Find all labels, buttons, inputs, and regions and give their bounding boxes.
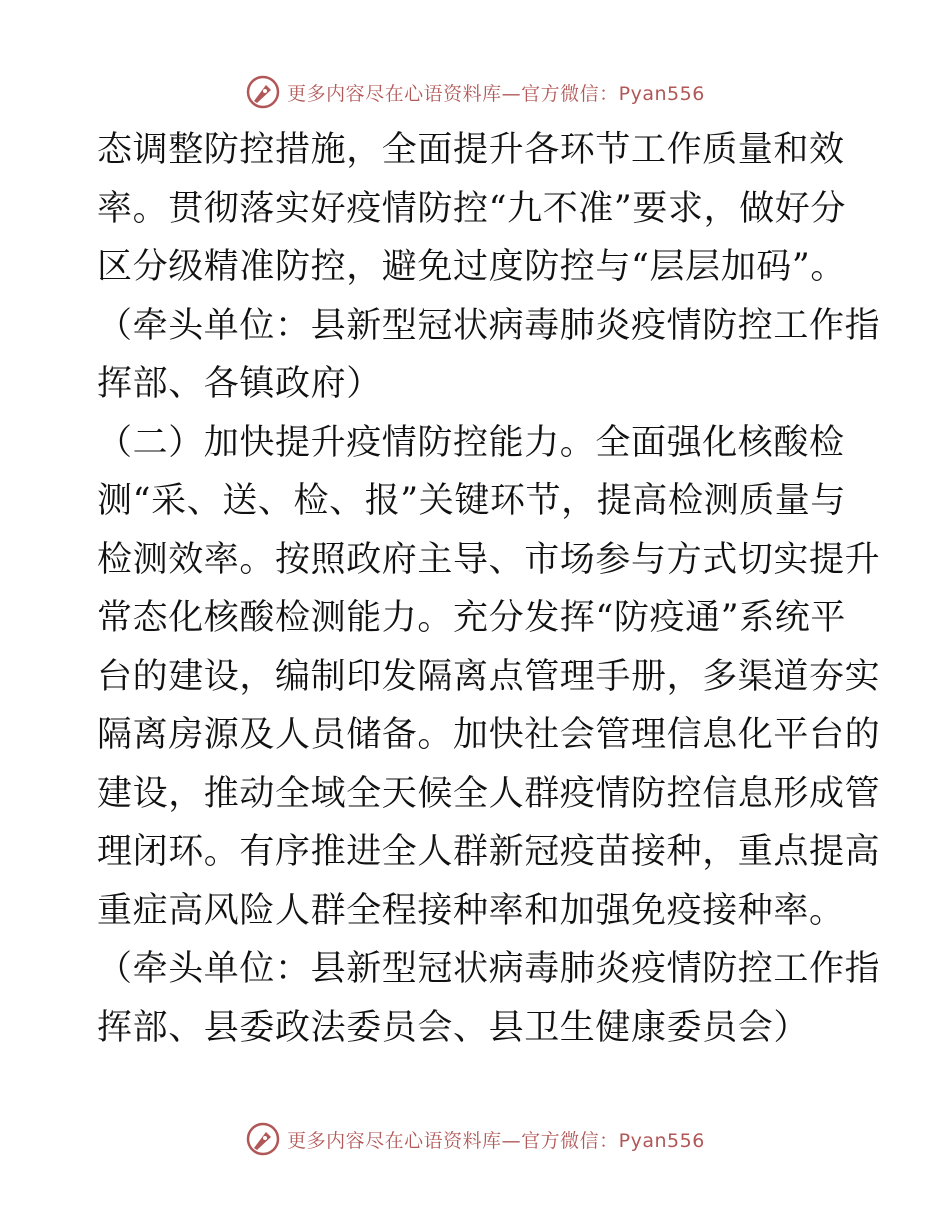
text-line: 测“采、送、检、报”关键环节，提高检测质量与 xyxy=(97,481,846,521)
watermark-text: 更多内容尽在心语资料库—官方微信：Pyan556 xyxy=(287,1129,705,1152)
paragraph-1 xyxy=(97,121,881,414)
text-line: 隔离房源及人员储备。加快社会管理信息化平台的 xyxy=(97,715,881,755)
text-line: （牵头单位：县新型冠状病毒肺炎疫情防控工作指 xyxy=(97,949,881,989)
pen-nib-logo-icon xyxy=(245,74,281,110)
text-line: （牵头单位：县新型冠状病毒肺炎疫情防控工作指 xyxy=(97,305,881,346)
text-line: 常态化核酸检测能力。充分发挥“防疫通”系统平 xyxy=(97,598,846,638)
text-line: 理闭环。有序推进全人群新冠疫苗接种，重点提高 xyxy=(97,832,881,872)
text-line: 台的建设，编制印发隔离点管理手册，多渠道夯实 xyxy=(97,656,881,697)
paragraph-2 xyxy=(97,414,881,1058)
text-line: （二）加快提升疫情防控能力。全面强化核酸检 xyxy=(97,422,845,463)
text-line: 挥部、县委政法委员会、县卫生健康委员会） xyxy=(97,1007,810,1048)
footer-watermark xyxy=(0,1117,950,1161)
text-line: 态调整防控措施，全面提升各环节工作质量和效 xyxy=(97,130,845,170)
document-body xyxy=(97,121,881,1057)
pen-nib-logo-icon xyxy=(245,1121,281,1157)
text-line: 区分级精准防控，避免过度防控与“层层加码”。 xyxy=(97,247,846,287)
text-line: 挥部、各镇政府） xyxy=(97,364,382,404)
text-line: 建设，推动全域全天候全人群疫情防控信息形成管 xyxy=(97,773,881,814)
text-line: 重症高风险人群全程接种率和加强免疫接种率。 xyxy=(97,890,845,931)
header-watermark xyxy=(0,70,950,114)
text-line: 检测效率。按照政府主导、市场参与方式切实提升 xyxy=(97,539,881,580)
text-line: 率。贯彻落实好疫情防控“九不准”要求，做好分 xyxy=(97,188,846,229)
watermark-text: 更多内容尽在心语资料库—官方微信：Pyan556 xyxy=(287,82,705,105)
